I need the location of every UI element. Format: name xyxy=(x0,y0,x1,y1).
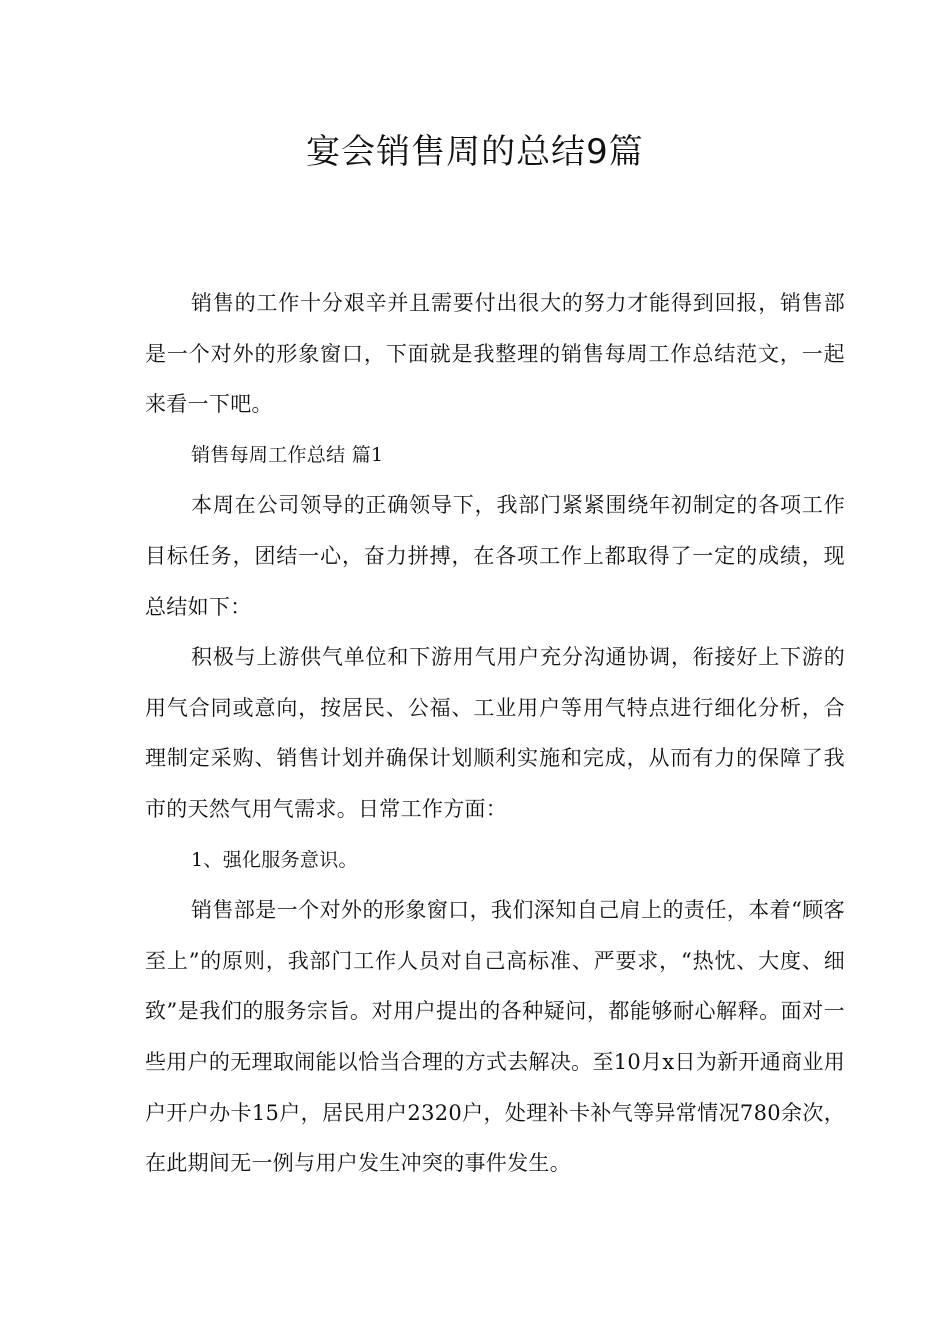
summary-paragraph: 本周在公司领导的正确领导下，我部门紧紧围绕年初制定的各项工作目标任务，团结一心，奋力拼搏，在各项工作上都取得了一定的成绩，现总结如下： xyxy=(145,493,845,619)
document-title: 宴会销售周的总结9篇 xyxy=(306,132,644,172)
list-item-heading: 1、强化服务意识。 xyxy=(191,848,358,871)
coordination-paragraph: 积极与上游供气单位和下游用气用户充分沟通协调，衔接好上下游的用气合同或意向，按居民、公福、工业用户等用气特点进行细化分析，合理制定采购、销售计划并确保计划顺利实施和完成，从而有力的保障了我市的天然气用气需求。日常工作方面： xyxy=(145,645,845,821)
document-body xyxy=(145,278,845,1189)
section-heading: 销售每周工作总结 篇1 xyxy=(191,443,384,466)
service-paragraph: 销售部是一个对外的形象窗口，我们深知自己肩上的责任，本着“顾客至上”的原则，我部门工作人员对自己高标准、严要求，“热忱、大度、细致”是我们的服务宗旨。对用户提出的各种疑问，都能够耐心解释。面对一些用户的无理取闹能以恰当合理的方式去解决。至10月x日为新开通商业用户开户办卡15户，居民用户2320户，处理补卡补气等异常情况780余次，在此期间无一例与用户发生冲突的事件发生。 xyxy=(145,898,845,1176)
intro-paragraph: 销售的工作十分艰辛并且需要付出很大的努力才能得到回报，销售部是一个对外的形象窗口，下面就是我整理的销售每周工作总结范文，一起来看一下吧。 xyxy=(145,291,845,417)
